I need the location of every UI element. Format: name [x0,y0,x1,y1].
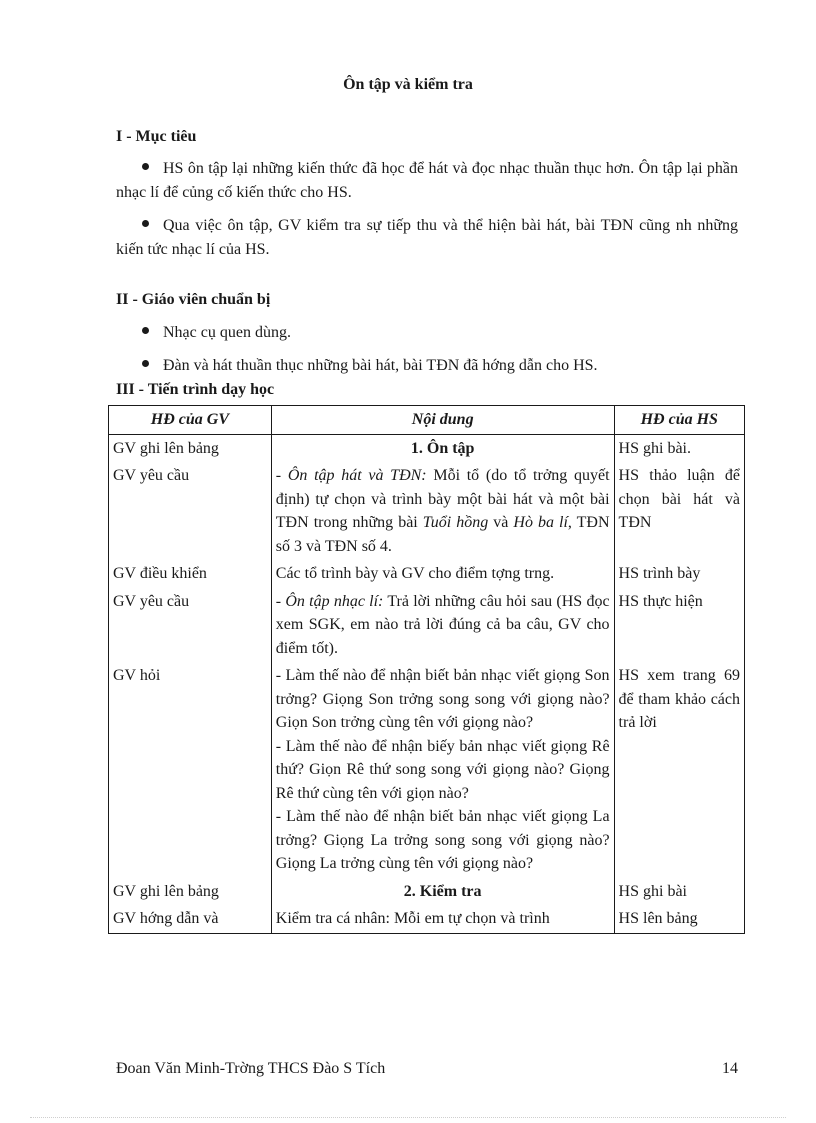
teacher-cell: GV yêu cầu [109,588,272,663]
teacher-cell: GV ghi lên bảng [109,434,272,462]
section-heading-process: III - Tiến trình dạy học [116,381,275,398]
table-row [109,434,745,462]
header-content: Nội dung [271,406,614,435]
table-row [109,588,745,663]
student-cell: HS trình bày [614,560,744,588]
header-student: HĐ của HS [614,406,744,435]
teacher-cell: GV ghi lên bảng [109,878,272,906]
content-cell: Các tổ trình bày và GV cho điểm tợng trng. [271,560,614,588]
section-heading-objectives: I - Mục tiêu [116,128,197,145]
bullet-dot-icon [142,220,149,227]
content-cell: Kiểm tra cá nhân: Mỗi em tự chọn và trình [271,905,614,933]
content-cell: - Ôn tập nhạc lí: Trả lời những câu hỏi sau (HS đọc xem SGK, em nào trả lời đúng cả ba câu, GV cho điểm tốt). [271,588,614,663]
content-cell [271,434,614,462]
teacher-cell: GV hỏi [109,662,272,878]
question-item: - Làm thế nào để nhận biết bản nhạc viết giọng Son trởng? Giọng Son trởng song song với giọng nào? Giọn Son trởng cùng tên với giọng nào? [275,667,610,731]
objective-bullet-2: Qua việc ôn tập, GV kiểm tra sự tiếp thu và thể hiện bài hát, bài TĐN cũng nh những kiến tức nhạc lí của HS. [116,217,738,258]
table-row [109,560,745,588]
student-cell: HS lên bảng [614,905,744,933]
student-cell: HS xem trang 69 để tham khảo cách trả lời [614,662,744,878]
question-item: - Làm thế nào để nhận biếy bản nhạc viết giọng Rê thứ? Giọn Rê thứ song song với giọng nào? Giọng Rê thứ cùng tên với giọn nào? [275,737,610,802]
table-row [109,662,745,878]
preparation-bullet-2: Đàn và hát thuần thục những bài hát, bài TĐN đã hớng dẫn cho HS. [116,354,738,378]
table-row [109,905,745,933]
teacher-cell: GV điều khiển [109,560,272,588]
student-cell: HS ghi bài. [614,434,744,462]
teacher-cell: GV hớng dẫn và [109,905,272,933]
student-cell: HS thảo luận để chọn bài hát và TĐN [614,462,744,560]
footer-author: Đoan Văn Minh-Trờng THCS Đào S Tích [116,1060,386,1077]
content-cell [271,662,614,878]
objective-bullet-1: HS ôn tập lại những kiến thức đã học để hát và đọc nhạc thuần thục hơn. Ôn tập lại phần nhạc lí để củng cố kiến thức cho HS. [116,160,738,201]
preparation-bullet-1: Nhạc cụ quen dùng. [116,321,738,345]
section-heading-preparation: II - Giáo viên chuẩn bị [116,291,271,308]
content-cell: - Ôn tập hát và TĐN: Mỗi tổ (do tổ trởng quyết định) tự chọn và trình bày một bài hát và một bài TĐN trong những bài Tuổi hồng và Hò ba lí, TĐN số 3 và TĐN số 4. [271,462,614,560]
student-cell: HS ghi bài [614,878,744,906]
footer-divider [30,1117,786,1118]
content-cell [271,878,614,906]
table-row [109,878,745,906]
page-number: 14 [722,1060,738,1077]
question-item: - Làm thế nào để nhận biết bản nhạc viết giọng La trởng? Giọng La trởng song song với giọng nào? Giọng La trởng cùng tên với giọng nào? [275,808,610,872]
lesson-plan-table [108,405,745,934]
page-title: Ôn tập và kiểm tra [343,76,473,93]
table-row [109,462,745,560]
header-teacher: HĐ của GV [109,406,272,435]
bullet-dot-icon [142,163,149,170]
page-footer [116,1060,738,1078]
teacher-cell: GV yêu cầu [109,462,272,560]
bullet-dot-icon [142,360,149,367]
student-cell: HS thực hiện [614,588,744,663]
subsection-title: 2. Kiểm tra [403,882,482,900]
table-header-row [109,406,745,435]
bullet-dot-icon [142,327,149,334]
subsection-title: 1. Ôn tập [410,439,475,457]
